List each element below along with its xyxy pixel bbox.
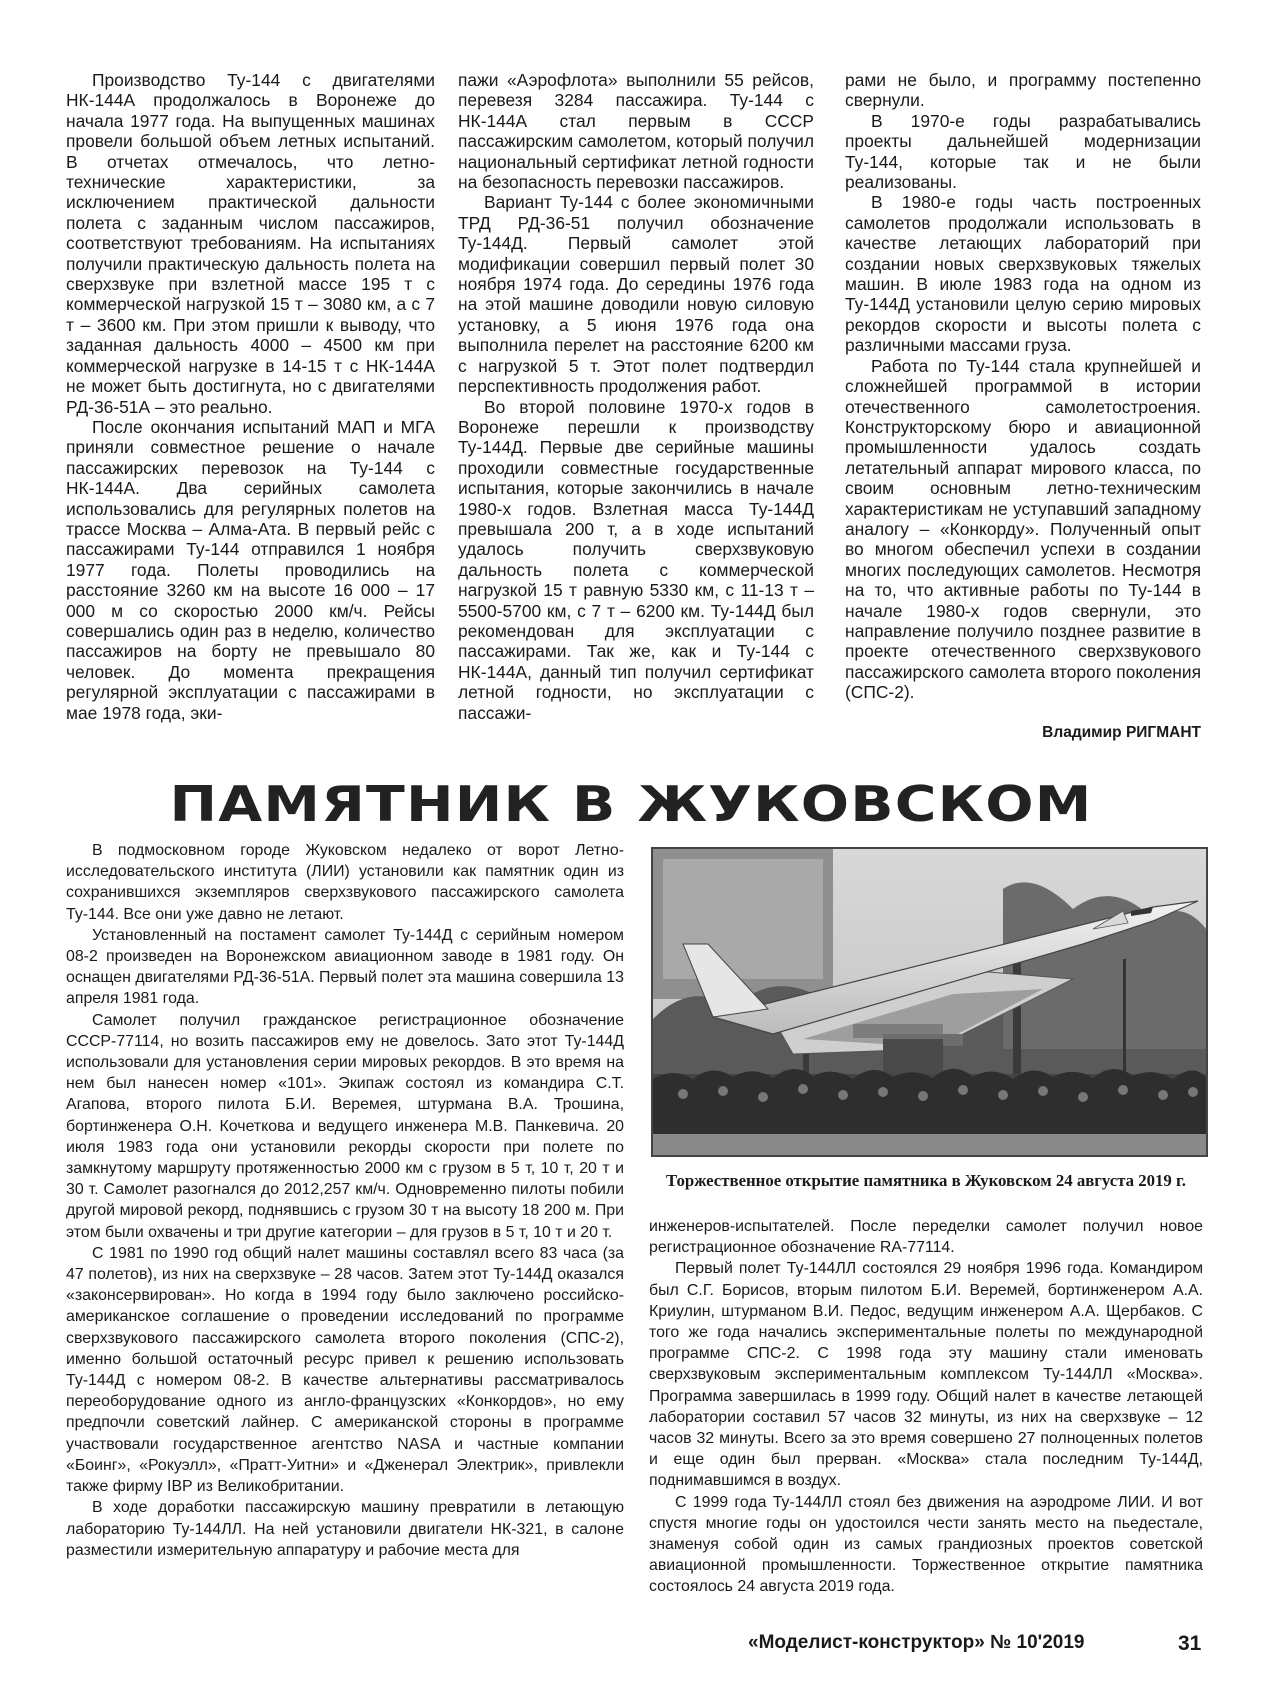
photo-caption: Торжественное открытие памятника в Жуковском 24 августа 2019 г. <box>666 1171 1186 1190</box>
article-headline: ПАМЯТНИК В ЖУКОВСКОМ <box>169 776 1093 833</box>
paragraph: Во второй половине 1970-х годов в Воронеже перешли к производству Ту-144Д. Первые две серийные машины проходили совместные государственные испытания, которые закончились в начале 1980-х годов. Взлетная масса Ту-144Д превышала 200 т, а в ходе испытаний удалось получить сверхзвуковую дальность полета с коммерческой нагрузкой 15 т равную 5330 км, с 11-13 т – 5500-5700 км, с 7 т – 6200 км. Ту-144Д был рекомендован для эксплуатации с пассажирами. Так же, как и Ту-144 с НК-144А, данный тип получил сертификат летной годности, но эксплуатации с пассажи- <box>458 396 814 723</box>
page-number: 31 <box>1178 1632 1202 1655</box>
paragraph: С 1981 по 1990 год общий налет машины составлял всего 83 часа (за 47 полетов), из них на сверхзвуке – 28 часов. Затем этот Ту-144Д оказался «законсервирован». Но когда в 1994 году было заключено российско-американское соглашение о проведении исследований по программе сверхзвукового пассажирского самолета второго поколения (СПС-2), именно большой остаточный ресурс привел к решению использовать Ту-144Д с номером 08-2. В качестве альтернативы рассматривалось переоборудование одного из англо-французских «Конкордов», но ему предпочли советский лайнер. С американской стороны в программе участвовали государственное агентство NASA и частные компании «Боинг», «Рокуэлл», «Пратт-Уитни» и «Дженерал Электрик», привлекли также фирму IBP из Великобритании. <box>66 1244 624 1496</box>
article-column-3 <box>845 70 1201 703</box>
article-column-2 <box>458 70 814 723</box>
article2-left-column <box>66 840 624 1561</box>
paragraph: пажи «Аэрофлота» выполнили 55 рейсов, перевезя 3284 пассажира. Ту-144 с НК-144А стал первым в СССР пассажирским самолетом, который получил национальный сертификат летной годности на безопасность перевозки пассажиров. <box>458 70 814 193</box>
paragraph: В 1970-е годы разрабатывались проекты дальнейшей модернизации Ту-144, которые так и не были реализованы. <box>845 110 1201 193</box>
paragraph: С 1999 года Ту-144ЛЛ стоял без движения на аэродроме ЛИИ. И вот спустя многие годы он удостоился чести занять место на пьедестале, знаменуя собой один из самых грандиозных проектов советской авиационной промышленности. Торжественное открытие памятника состоялось 24 августа 2019 года. <box>649 1493 1203 1596</box>
paragraph: В подмосковном городе Жуковском недалеко от ворот Летно-исследовательского института (ЛИИ) установили как памятник один из сохранившихся экземпляров сверхзвукового пассажирского самолета Ту-144. Все они уже давно не летают. <box>66 842 624 923</box>
article2-right-column <box>649 1216 1203 1598</box>
journal-title: «Моделист-конструктор» № 10'2019 <box>748 1632 1085 1653</box>
paragraph: Вариант Ту-144 с более экономичными ТРД РД-36-51 получил обозначение Ту-144Д. Первый самолет этой модификации совершил первый полет 30 ноября 1974 года. До середины 1976 года на этой машине доводили новую силовую установку, а 5 июня 1976 года она выполнила перелет на расстояние 6200 км с нагрузкой 5 т. Этот полет подтвердил перспективность продолжения работ. <box>458 192 814 397</box>
paragraph: В ходе доработки пассажирскую машину превратили в летающую лабораторию Ту-144ЛЛ. На ней установили двигатели НК-321, в салоне разместили измерительную аппаратуру и рабочие места для <box>66 1499 624 1559</box>
paragraph: После окончания испытаний МАП и МГА приняли совместное решение о начале пассажирских перевозок на Ту-144 с НК-144А. Два серийных самолета использовались для регулярных полетов на трассе Москва – Алма-Ата. В первый рейс с пассажирами Ту-144 отправился 1 ноября 1977 года. Полеты проводились на расстояние 3260 км на высоте 16 000 – 17 000 м со скоростью 2000 км/ч. Рейсы совершались один раз в неделю, количество пассажиров на борту не превышало 80 человек. До момента прекращения регулярной эксплуатации с пассажирами в мае 1978 года, эки- <box>66 416 435 723</box>
paragraph: инженеров-испытателей. После переделки самолет получил новое регистрационное обозначение RA-77114. <box>649 1218 1203 1257</box>
paragraph: Производство Ту-144 с двигателями НК-144А продолжалось в Воронеже до начала 1977 года. На выпущенных машинах провели большой объем летных испытаний. В отчетах отмечалось, что летно-технические характеристики, за исключением практической дальности полета с заданным числом пассажиров, соответствуют требованиям. На испытаниях получили практическую дальность полета на сверхзвуке при взлетной массе 195 т с коммерческой нагрузкой 15 т – 3080 км, а с 7 т – 3600 км. При этом пришли к выводу, что заданная дальность 4000 – 4500 км при коммерческой нагрузке в 14-15 т с НК-144А не может быть достигнута, но с двигателями РД-36-51А – это реально. <box>66 70 435 417</box>
article-column-1 <box>66 70 435 723</box>
paragraph: рами не было, и программу постепенно свернули. <box>845 70 1201 111</box>
paragraph: В 1980-е годы часть построенных самолетов продолжали использовать в качестве летающих лабораторий при создании новых сверхзвуковых тяжелых машин. В июле 1983 года на одном из Ту-144Д установили целую серию мировых рекордов скорости и высоты полета с различными массами груза. <box>845 192 1201 356</box>
paragraph: Первый полет Ту-144ЛЛ состоялся 29 ноября 1996 года. Командиром был С.Г. Борисов, вторым пилотом Б.И. Веремей, бортинженером А.А. Криулин, штурманом В.И. Педос, ведущим инженером А.А. Щербаков. С того же года начались экспериментальные полеты по международной программе СПС-2. С 1998 года эту машину стали именовать сверхзвуковым экспериментальным комплексом Ту-144ЛЛ «Москва». Программа завершилась в 1999 году. Общий налет в качестве летающей лаборатории составил 57 часов 32 минуты, из них на сверхзвуке – 12 часов 32 минуты. Всего за это время совершено 27 полноценных полетов и еще один был прерван. «Москва» стала последним Ту-144Д, поднимавшимся в воздух. <box>649 1260 1203 1490</box>
paragraph: Установленный на постамент самолет Ту-144Д с серийным номером 08-2 произведен на Воронежском авиационном заводе в 1981 году. Он оснащен двигателями РД-36-51А. Первый полет эта машина совершила 13 апреля 1981 года. <box>66 926 624 1008</box>
paragraph: Самолет получил гражданское регистрационное обозначение СССР-77114, но возить пассажиров ему не довелось. Зато этот Ту-144Д использовали для установления серии мировых рекордов. В это время на нем был нанесен номер «101». Экипаж состоял из командира С.Т. Агапова, второго пилота Б.И. Веремея, штурмана В.А. Трошина, бортинженера О.Н. Кочеткова и ведущего инженера М.В. Панкевича. 20 июля 1983 года они установили рекорды скорости при полете по замкнутому маршруту протяженностью 2000 км с грузом в 5 т, 10 т, 20 т и 30 т. Самолет разогнался до 2012,257 км/ч. Одновременно пилоты побили другой мировой рекорд, поднявшись с грузом 30 т на высоту 18 200 м. При этом были охвачены и три другие категории – для грузов в 5 т, 10 т и 20 т. <box>66 1011 624 1241</box>
tu144-monument-image <box>653 849 1206 1155</box>
monument-photo <box>651 847 1208 1157</box>
author-byline: Владимир РИГМАНТ <box>1042 724 1201 741</box>
paragraph: Работа по Ту-144 стала крупнейшей и сложнейшей программой в истории отечественного самолетостроения. Конструкторскому бюро и авиационной промышленности удалось создать летательный аппарат мирового класса, по своим основным летно-техническим характеристикам не уступавший западному аналогу – «Конкорду». Полученный опыт во многом обеспечил успехи в создании многих последующих самолетов. Несмотря на то, что активные работы по Ту-144 в начале 1980-х годов свернули, это направление получило позднее развитие в проекте отечественного сверхзвукового пассажирского самолета второго поколения (СПС-2). <box>845 355 1201 703</box>
